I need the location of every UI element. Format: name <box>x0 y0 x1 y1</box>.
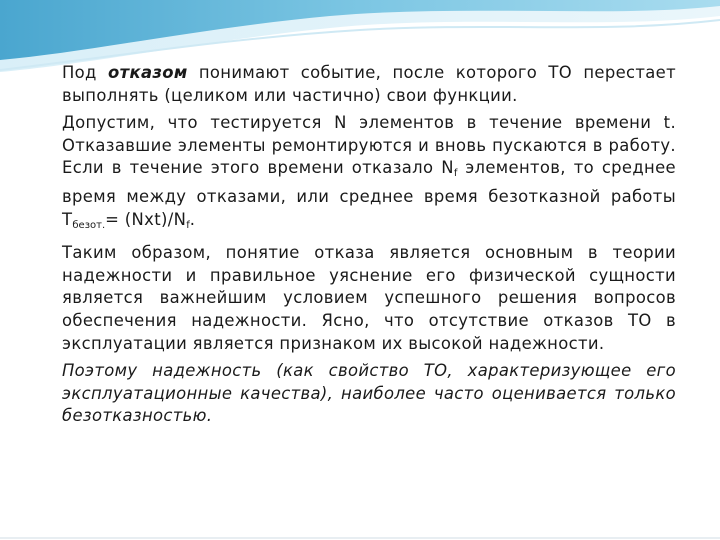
p2-part-b: элементов, то среднее время между отказами, или среднее время безотказной работы T <box>62 158 676 229</box>
term-failure: отказом <box>108 63 188 82</box>
subscript-f: f <box>453 168 458 180</box>
paragraph-reliability-italic: Поэтому надежность (как свойство ТО, характеризующее его эксплуатационные качества), наиболее часто оценивается только безотказностью. <box>62 361 676 426</box>
p2-formula: = (Nxt)/N <box>105 209 187 229</box>
subscript-f-2: f <box>186 219 190 231</box>
p2-part-a: Допустим, что тестируется N элементов в течение времени t. Отказавшие элементы ремонтируются и вновь пускаются в работу. Если в течение этого времени отказало N <box>62 113 676 178</box>
subscript-bezot: безот. <box>72 219 106 231</box>
paragraph-mtbf <box>62 112 676 237</box>
footer-divider <box>0 537 720 539</box>
p1-lead: Под <box>62 63 109 82</box>
slide-body <box>62 62 676 433</box>
p1-rest: понимают событие, после которого ТО перестает выполнять (целиком или частично) свои функции. <box>62 63 676 105</box>
paragraph-failure-definition <box>62 62 676 107</box>
paragraph-conclusion: Таким образом, понятие отказа является основным в теории надежности и правильное уяснение его физической сущности является важнейшим условием успешного решения вопросов обеспечения надежности. Ясно, что отсутствие отказов ТО в эксплуатации является признаком их высокой надежности. <box>62 243 676 353</box>
p2-end: . <box>189 209 196 229</box>
